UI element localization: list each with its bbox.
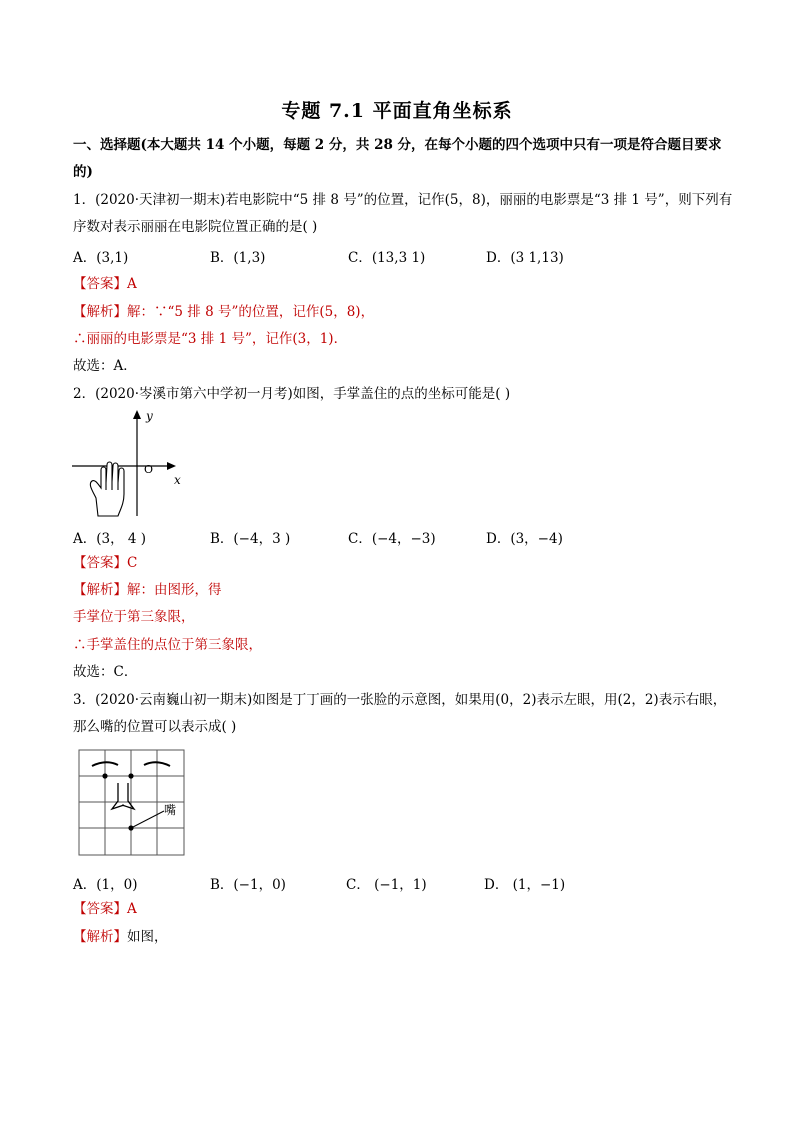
q1-answer-value: A xyxy=(127,276,137,292)
q3-stem-line2: 那么嘴的位置可以表示成( ) xyxy=(73,719,237,735)
mouth-pointer-line xyxy=(133,811,164,827)
q3-option-a: A．(1，0) xyxy=(73,877,138,893)
q3-answer xyxy=(73,900,137,918)
q1-analysis-line1: 解：∵“5 排 8 号”的位置，记作(5，8)， xyxy=(127,304,375,320)
q2-option-a: A．(3， 4 ) xyxy=(73,531,147,547)
q1-answer-label: 【答案】 xyxy=(73,276,127,292)
q2-analysis-line1: 解：由图形，得 xyxy=(127,582,222,598)
q1-conclusion: 故选：A． xyxy=(73,358,137,374)
q1-answer xyxy=(73,275,137,293)
q1-stem-line1: 1．(2020·天津初一期末)若电影院中“5 排 8 号”的位置，记作(5，8)，丽丽的电影票是“3 排 1 号”，则下列有 xyxy=(73,192,733,208)
q2-analysis xyxy=(73,581,222,599)
q1-option-c: C．(13,3 1) xyxy=(348,250,426,266)
q2-stem-line1: 2．(2020·岑溪市第六中学初一月考)如图，手掌盖住的点的坐标可能是( ) xyxy=(73,386,511,402)
q2-answer xyxy=(73,554,137,572)
q3-option-b: B．(−1，0) xyxy=(210,877,286,893)
q2-coordinate-figure xyxy=(70,408,190,520)
right-eye-point xyxy=(128,773,133,778)
q2-y-label: y xyxy=(146,409,153,423)
q2-analysis-label: 【解析】 xyxy=(73,582,127,598)
q3-option-d: D． (1，−1) xyxy=(484,877,566,893)
q2-option-d: D．(3，−4) xyxy=(486,531,563,547)
q1-option-b: B．(1,3) xyxy=(210,250,266,266)
q3-answer-value: A xyxy=(127,901,137,917)
q3-option-c: C． (−1，1) xyxy=(346,877,427,893)
mouth-point xyxy=(128,825,133,830)
q2-x-arrow-icon xyxy=(167,462,176,470)
q2-conclusion: 故选：C． xyxy=(73,664,138,680)
q2-answer-value: C xyxy=(127,555,138,571)
q3-analysis xyxy=(73,928,168,946)
q2-option-b: B．(−4，3 ) xyxy=(210,531,291,547)
q3-mouth-label: 嘴 xyxy=(164,803,177,817)
q3-analysis-line1: 如图， xyxy=(127,929,168,945)
q2-analysis-line2: 手掌位于第三象限， xyxy=(73,609,195,625)
q3-analysis-label: 【解析】 xyxy=(73,929,127,945)
q2-option-c: C．(−4，−3) xyxy=(348,531,436,547)
q1-analysis-label: 【解析】 xyxy=(73,304,127,320)
q2-x-label: x xyxy=(174,473,181,487)
section-header-line1: 一、选择题(本大题共 14 个小题，每题 2 分，共 28 分，在每个小题的四个选项中只有一项是符合题目要求 xyxy=(73,137,722,153)
q1-analysis xyxy=(73,303,374,321)
q1-option-a: A．(3,1) xyxy=(73,250,129,266)
q3-face-grid-figure xyxy=(78,749,188,859)
q1-stem-line2: 序数对表示丽丽在电影院位置正确的是( ) xyxy=(73,219,318,235)
q2-analysis-line3: ∴手掌盖住的点位于第三象限， xyxy=(73,637,262,653)
section-header-line2: 的) xyxy=(73,164,93,180)
hand-icon xyxy=(90,462,124,516)
q2-y-arrow-icon xyxy=(133,410,141,419)
q2-answer-label: 【答案】 xyxy=(73,555,127,571)
q1-analysis-line2: ∴丽丽的电影票是“3 排 1 号”，记作(3，1)． xyxy=(73,331,348,347)
q1-option-d: D．(3 1,13) xyxy=(486,250,564,266)
page-title: 专题 7.1 平面直角坐标系 xyxy=(281,100,513,122)
left-eye-point xyxy=(102,773,107,778)
q3-stem-line1: 3．(2020·云南巍山初一期末)如图是丁丁画的一张脸的示意图，如果用(0，2)表示左眼，用(2，2)表示右眼， xyxy=(73,692,727,708)
q3-answer-label: 【答案】 xyxy=(73,901,127,917)
q2-origin-label: O xyxy=(144,463,154,476)
